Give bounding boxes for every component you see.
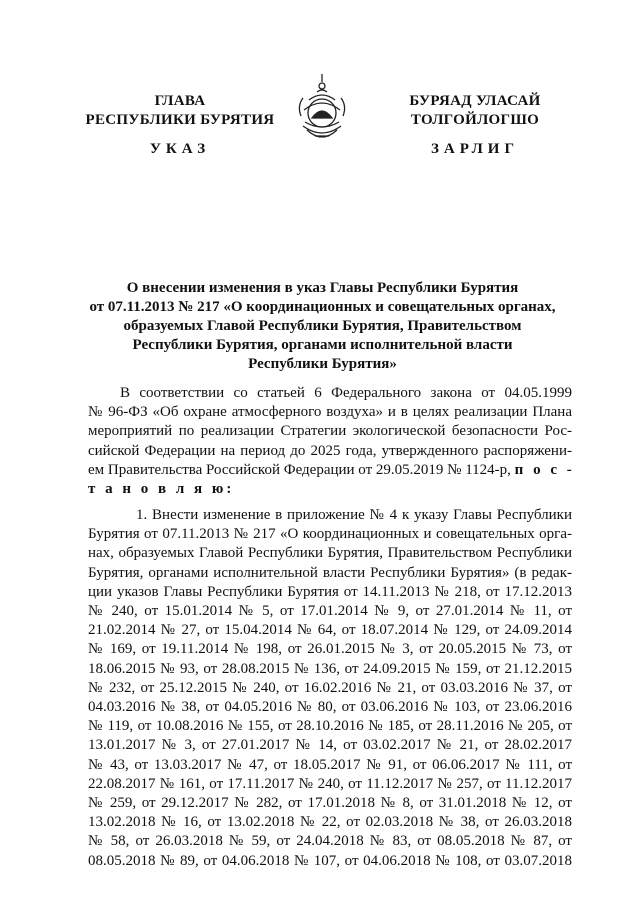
document-title <box>70 279 575 374</box>
header-left-line1: ГЛАВА <box>154 93 206 109</box>
header-left <box>80 92 280 130</box>
title-line: Республики Бурятия, органами исполнительной власти <box>132 337 513 353</box>
header-right-line1: БУРЯАД УЛАСАЙ <box>409 93 541 109</box>
resolve-word-end: т а н о в л я ю: <box>88 481 235 498</box>
decree-label-right: ЗАРЛИГ <box>430 141 520 157</box>
title-line: образуемых Главой Республики Бурятия, Правительством <box>123 318 522 334</box>
text-line: 08.05.2018 № 89, от 04.06.2018 № 107, от 04.06.2018 № 108, от 03.07.2018 <box>88 852 572 869</box>
text-line: 21.02.2014 № 27, от 15.04.2014 № 64, от 18.07.2014 № 129, от 24.09.2014 <box>88 622 572 639</box>
text-line: № 169, от 19.11.2014 № 198, от 26.01.2015 № 3, от 20.05.2015 № 73, от <box>88 641 572 658</box>
text-line: № 43, от 13.03.2017 № 47, от 18.05.2017 № 91, от 06.06.2017 № 111, от <box>88 756 572 773</box>
resolve-word-start: п о с - <box>514 461 575 478</box>
title-line: О внесении изменения в указ Главы Республики Бурятия <box>126 280 519 296</box>
text-line: В соответствии со статьей 6 Федерального закона от 04.05.1999 <box>120 385 572 401</box>
text-line: № 96-ФЗ «Об охране атмосферного воздуха» и в целях реализации Плана <box>88 404 572 421</box>
text-line: 1. Внести изменение в приложение № 4 к указу Главы Республики <box>136 507 572 523</box>
text-line: сийской Федерации на период до 2025 года, утвержденного распоряжени- <box>88 442 572 459</box>
text-line: № 58, от 26.03.2018 № 59, от 24.04.2018 № 83, от 08.05.2018 № 87, от <box>88 833 572 850</box>
text-line: № 232, от 25.12.2015 № 240, от 16.02.2016 № 21, от 03.03.2016 № 37, от <box>88 679 572 696</box>
text-line: 04.03.2016 № 38, от 04.05.2016 № 80, от 03.06.2016 № 103, от 23.06.2016 <box>88 699 572 716</box>
text-line: 13.01.2017 № 3, от 27.01.2017 № 14, от 03.02.2017 № 21, от 28.02.2017 <box>88 737 572 754</box>
title-line: от 07.11.2013 № 217 «О координационных и совещательных органах, <box>89 299 556 315</box>
text-line <box>88 461 575 480</box>
text-line: 18.06.2015 № 93, от 28.08.2015 № 136, от 24.09.2015 № 159, от 21.12.2015 <box>88 660 572 677</box>
coat-of-arms-icon <box>295 70 349 148</box>
preamble-paragraph <box>88 384 575 499</box>
title-line: Республики Бурятия» <box>248 356 397 372</box>
text-line: 13.02.2018 № 16, от 13.02.2018 № 22, от 02.03.2018 № 38, от 26.03.2018 <box>88 814 572 831</box>
text-line: 22.08.2017 № 161, от 17.11.2017 № 240, от 11.12.2017 № 257, от 11.12.2017 <box>88 775 572 792</box>
header-left-line2: РЕСПУБЛИКИ БУРЯТИЯ <box>85 112 275 128</box>
text-line-part: ем Правительства Российской Федерации от 29.05.2019 № 1124-р, <box>88 461 511 478</box>
decree-label-left: УКАЗ <box>149 141 211 157</box>
header-right-line2: ТОЛГОЙЛОГШО <box>410 112 540 128</box>
text-line: нах, образуемых Главой Республики Бурятия, Правительством Республики <box>88 545 572 562</box>
text-line: № 259, от 29.12.2017 № 282, от 17.01.2018 № 8, от 31.01.2018 № 12, от <box>88 795 572 812</box>
article-1-paragraph <box>88 506 572 871</box>
text-line: № 240, от 15.01.2014 № 5, от 17.01.2014 № 9, от 27.01.2014 № 11, от <box>88 603 572 620</box>
text-line: № 119, от 10.08.2016 № 155, от 28.10.2016 № 185, от 28.11.2016 № 205, от <box>88 718 572 735</box>
text-line: мероприятий по реализации Стратегии экологической безопасности Рос- <box>88 423 572 440</box>
text-line: Бурятия, органами исполнительной власти Республики Бурятия» (в редак- <box>88 564 572 581</box>
text-line: Бурятия от 07.11.2013 № 217 «О координационных и совещательных орга- <box>88 526 572 543</box>
header-right <box>375 92 575 130</box>
text-line: ции указов Главы Республики Бурятия от 14.11.2013 № 218, от 17.12.2013 <box>88 583 572 600</box>
